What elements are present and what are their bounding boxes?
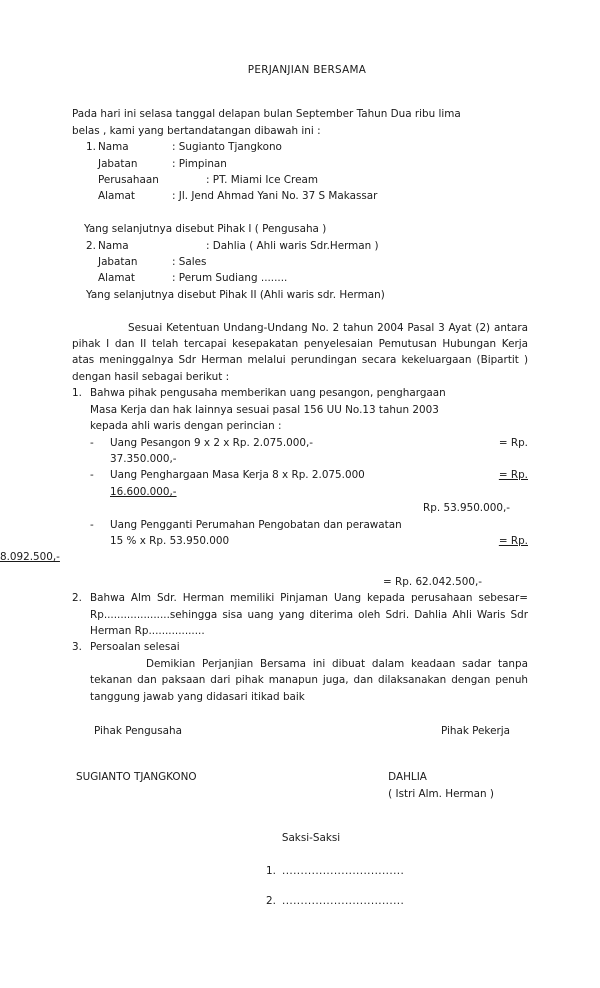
witness-section-title: Saksi-Saksi (281, 832, 341, 845)
calc-item-3-description-1: Uang Pengganti Perumahan Pengobatan dan perawatan (110, 518, 402, 531)
spacer-before-total (72, 566, 528, 574)
signature-name-right-group (388, 769, 528, 802)
signature-roles (72, 723, 528, 739)
opening-line-2: belas , kami yang bertandatangan dibawah ini : (72, 124, 321, 137)
clause-one-text (90, 385, 528, 434)
preamble-paragraph: Sesuai Ketentuan Undang-Undang No. 2 tahun 2004 Pasal 3 Ayat (2) antara pihak I dan II telah tercapai kesepakatan penyelesaian Pemutusan Hubungan Kerja atas meninggalnya Sdr Herman melalui perundingan secara kekeluargaan (Bipartit ) dengan hasil sebagai berikut : (72, 321, 528, 383)
calc-item-1-amount: 37.350.000,- (110, 452, 177, 465)
calc-item-2 (72, 467, 528, 500)
calc-item-1-dash: - (90, 436, 94, 449)
party-one-value-nama: : Sugianto Tjangkono (172, 141, 282, 154)
clause-three-number: 3. (72, 641, 82, 654)
calc-item-2-amount: 16.600.000,- (110, 485, 177, 498)
calc-subtotal: Rp. 53.950.000,- (423, 502, 510, 515)
party-two-value-alamat: : Perum Sudiang ........ (172, 272, 288, 285)
party-two-label-alamat: Alamat (98, 272, 135, 285)
signature-name-right-sub: ( Istri Alm. Herman ) (388, 787, 494, 800)
party-two-number: 2. (86, 239, 96, 252)
party-one-label-perusahaan: Perusahaan (98, 174, 159, 187)
closing-paragraph: Demikian Perjanjian Bersama ini dibuat dalam keadaan sadar tanpa tekanan dan paksaan dari pihak manapun juga, dan dilaksanakan dengan penuh tanggung jawab yang didasari itikad baik (90, 657, 528, 703)
party-two-row-jabatan (72, 254, 528, 270)
spacer-after-party-one (72, 205, 528, 221)
witness-number: 1. (266, 864, 276, 877)
clause-one-line-1: Bahwa pihak pengusaha memberikan uang pesangon, penghargaan (90, 387, 446, 400)
party-one-label-alamat: Alamat (98, 190, 135, 203)
calc-grand-total: = Rp. 62.042.500,- (383, 575, 482, 588)
calc-item-3 (72, 517, 528, 550)
calc-item-1-equals: = Rp. (498, 436, 528, 449)
clause-one-line-3: kepada ahli waris dengan perincian : (90, 420, 282, 433)
witness-number: 2. (266, 895, 276, 908)
calc-item-2-description: Uang Penghargaan Masa Kerja 8 x Rp. 2.075.000 (110, 469, 365, 482)
party-two-row-alamat (72, 270, 528, 286)
calc-item-2-equals: = Rp. (498, 469, 528, 482)
party-two-block (72, 238, 528, 304)
calc-item-3-dash: - (90, 518, 94, 531)
party-two-value-nama: : Dahlia ( Ahli waris Sdr.Herman ) (206, 239, 379, 252)
party-two-label-jabatan: Jabatan (98, 256, 138, 269)
calc-item-3-row (110, 533, 528, 549)
party-one-row-alamat (72, 188, 528, 204)
clause-three (72, 639, 528, 655)
party-two-label-nama: Nama (98, 239, 129, 252)
party-one-row-perusahaan (72, 172, 528, 188)
calc-item-2-row (110, 467, 528, 483)
party-one-label-jabatan: Jabatan (98, 157, 138, 170)
party-two-row-nama (72, 238, 528, 254)
calc-item-1 (72, 435, 528, 468)
closing-block (72, 656, 528, 705)
party-one-value-alamat: : Jl. Jend Ahmad Yani No. 37 S Makassar (172, 190, 378, 203)
party-one-label-nama: Nama (98, 141, 129, 154)
clause-three-text: Persoalan selesai (90, 641, 180, 654)
witness-signature-line: ................................. (282, 864, 405, 877)
party-two-designation: Yang selanjutnya disebut Pihak II (Ahli waris sdr. Herman) (86, 288, 385, 301)
witness-list (72, 863, 528, 910)
party-one-value-jabatan: : Pimpinan (172, 157, 227, 170)
party-one-designation: Yang selanjutnya disebut Pihak I ( Pengusaha ) (84, 223, 327, 236)
signature-role-left: Pihak Pengusaha (94, 725, 182, 737)
calc-item-1-description: Uang Pesangon 9 x 2 x Rp. 2.075.000,- (110, 436, 314, 449)
opening-line-1: Pada hari ini selasa tanggal delapan bulan September Tahun Dua ribu lima (72, 108, 461, 121)
clause-one-number: 1. (72, 387, 82, 400)
calc-item-3-description-2: 15 % x Rp. 53.950.000 (110, 534, 230, 547)
party-one-row-nama (72, 139, 528, 155)
party-one-number: 1. (86, 141, 96, 154)
party-one-row-jabatan (72, 156, 528, 172)
party-one-value-perusahaan: : PT. Miami Ice Cream (206, 174, 318, 187)
witness-row (266, 863, 528, 879)
calc-item-3-equals: = Rp. (498, 534, 528, 547)
calc-item-3-body (110, 517, 528, 550)
calc-item-3-amount: 8.092.500,- (0, 551, 60, 564)
calc-item-2-body (110, 467, 528, 500)
witness-signature-line: ................................. (282, 895, 405, 908)
calc-item-2-dash: - (90, 469, 94, 482)
clause-two (72, 590, 528, 639)
clause-one (72, 385, 528, 434)
signature-role-right: Pihak Pekerja (440, 725, 510, 737)
clause-two-number: 2. (72, 592, 82, 605)
spacer-before-preamble (72, 303, 528, 319)
clause-one-line-2: Masa Kerja dan hak lainnya sesuai pasal 156 UU No.13 tahun 2003 (90, 403, 439, 416)
page-title: PERJANJIAN BERSAMA (247, 64, 367, 76)
party-two-value-jabatan: : Sales (172, 256, 207, 269)
document-body (0, 62, 528, 923)
witness-row (266, 893, 528, 909)
calc-item-1-body (110, 435, 528, 468)
signature-names (72, 769, 528, 802)
calc-item-1-row (110, 435, 528, 451)
signature-name-left: SUGIANTO TJANGKONO (76, 771, 197, 784)
clause-two-text: Bahwa Alm Sdr. Herman memiliki Pinjaman Uang kepada perusahaan sebesar= Rp....................sehingga sisa uang yang diterima oleh Sdri. Dahlia Ahli Waris Sdr Herman Rp................. (90, 592, 528, 637)
signature-name-right: DAHLIA (388, 771, 427, 784)
party-one-block (72, 139, 528, 205)
